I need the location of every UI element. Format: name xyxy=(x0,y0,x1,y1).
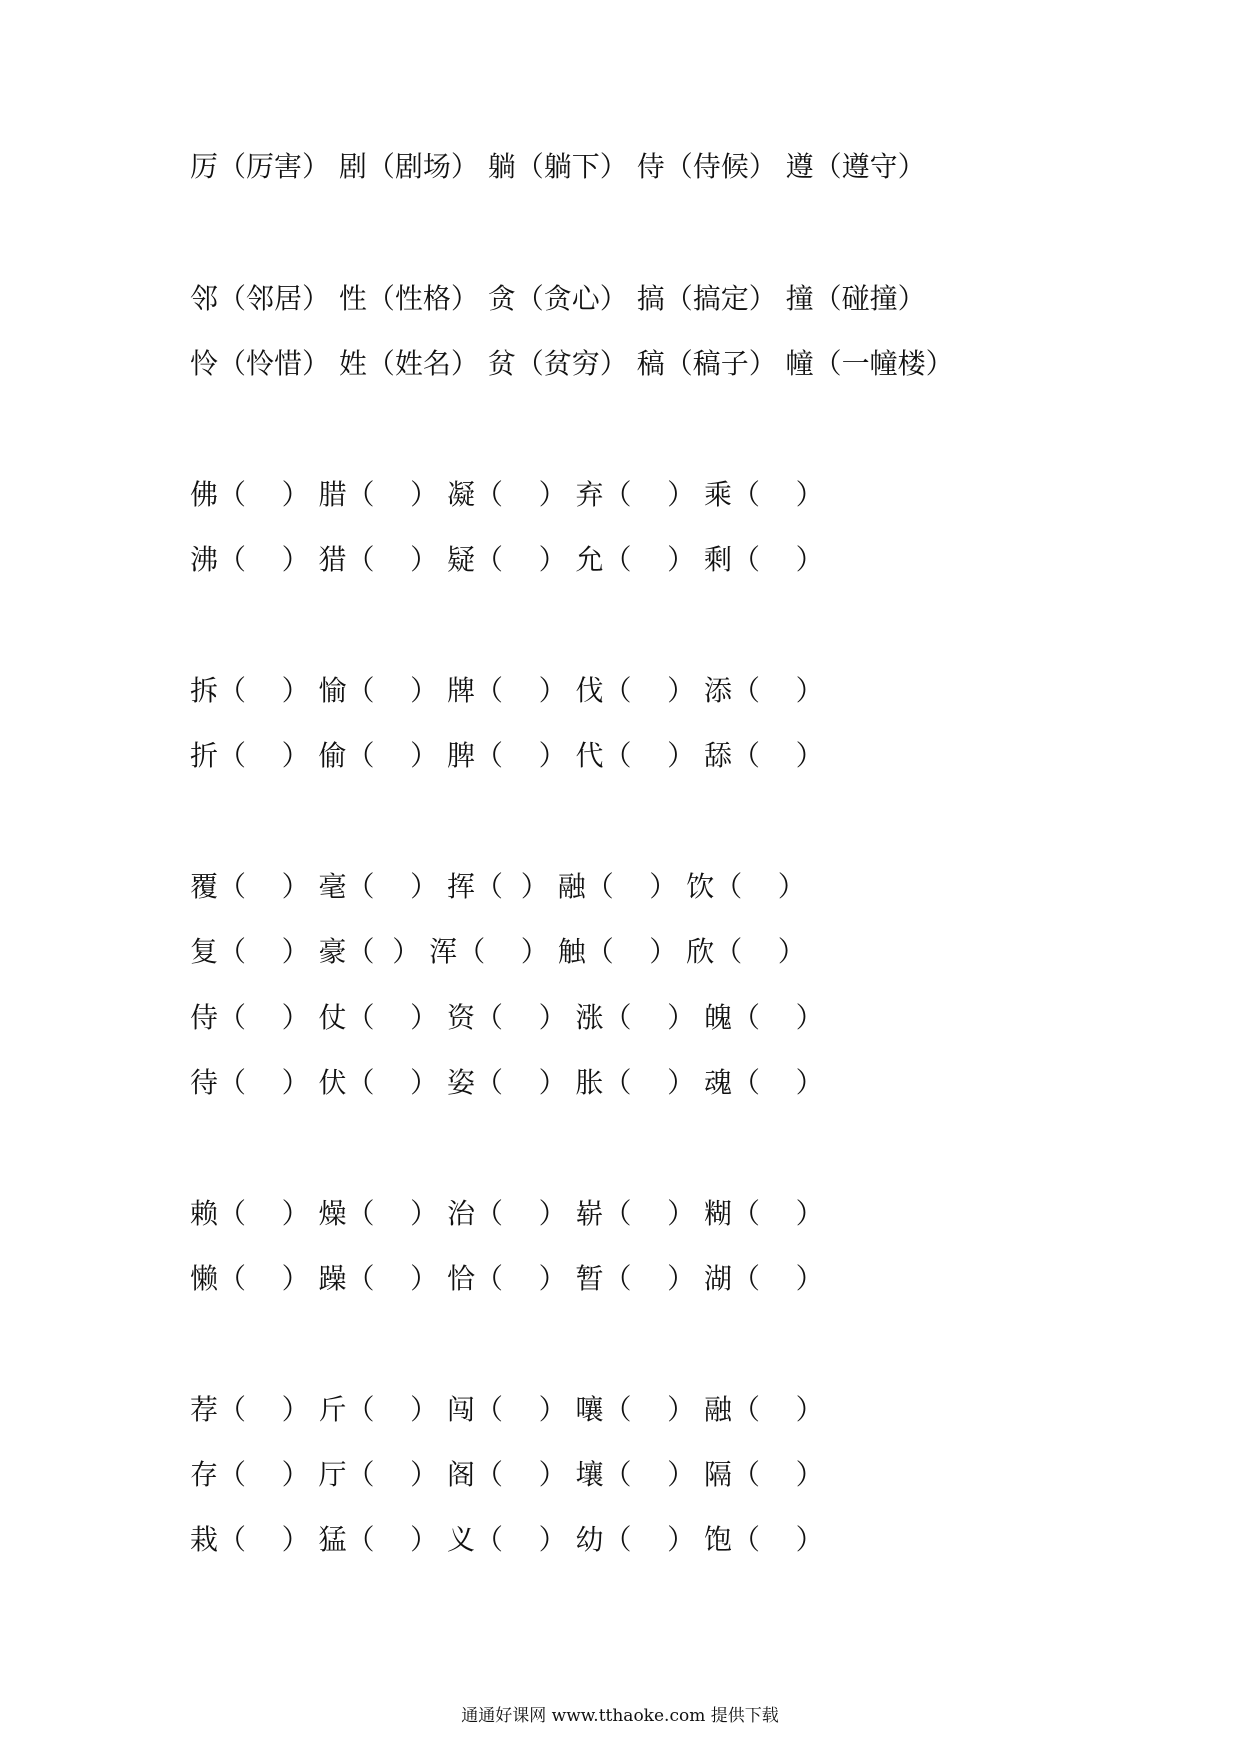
word-line-2: 邻（邻居） 性（性格） 贪（贪心） 搞（搞定） 撞（碰撞） xyxy=(190,282,926,315)
word-line-8: 覆（ ） 毫（ ） 挥（ ） 融（ ） 饮（ ） xyxy=(190,870,806,903)
word-line-11: 待（ ） 伏（ ） 姿（ ） 胀（ ） 魂（ ） xyxy=(190,1066,824,1099)
word-line-7: 折（ ） 偷（ ） 脾（ ） 代（ ） 舔（ ） xyxy=(190,739,824,772)
word-line-15: 存（ ） 厅（ ） 阁（ ） 壤（ ） 隔（ ） xyxy=(190,1458,824,1491)
word-line-9: 复（ ） 豪（ ） 浑（ ） 触（ ） 欣（ ） xyxy=(190,935,806,968)
page-footer: 通通好课网 www.tthaoke.com 提供下载 xyxy=(461,1706,779,1726)
word-line-16: 栽（ ） 猛（ ） 义（ ） 幼（ ） 饱（ ） xyxy=(190,1523,824,1556)
word-line-14: 荐（ ） 斤（ ） 闯（ ） 嚷（ ） 融（ ） xyxy=(190,1393,824,1426)
word-line-12: 赖（ ） 燥（ ） 治（ ） 崭（ ） 糊（ ） xyxy=(190,1197,824,1230)
word-line-6: 拆（ ） 愉（ ） 牌（ ） 伐（ ） 添（ ） xyxy=(190,674,824,707)
word-line-13: 懒（ ） 躁（ ） 恰（ ） 暂（ ） 湖（ ） xyxy=(190,1262,824,1295)
word-line-1: 厉（厉害） 剧（剧场） 躺（躺下） 侍（侍候） 遵（遵守） xyxy=(190,150,926,183)
word-line-4: 佛（ ） 腊（ ） 凝（ ） 弃（ ） 乘（ ） xyxy=(190,478,824,511)
word-line-5: 沸（ ） 猎（ ） 疑（ ） 允（ ） 剩（ ） xyxy=(190,543,824,576)
word-line-10: 侍（ ） 仗（ ） 资（ ） 涨（ ） 魄（ ） xyxy=(190,1001,824,1034)
word-line-3: 怜（怜惜） 姓（姓名） 贫（贫穷） 稿（稿子） 幢（一幢楼） xyxy=(190,347,954,380)
